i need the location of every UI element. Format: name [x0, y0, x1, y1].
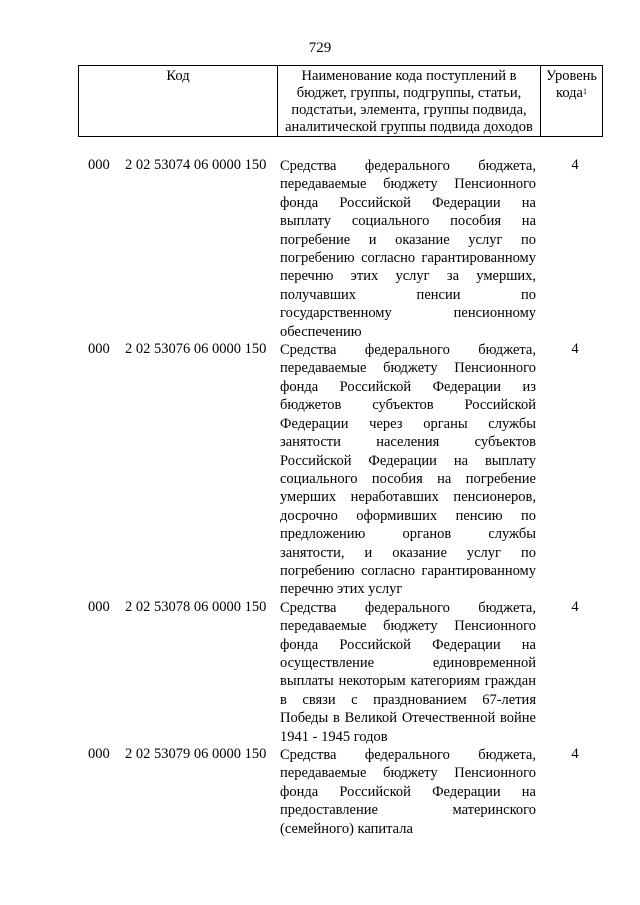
admin-code: 000 [88, 157, 110, 173]
revenue-name: Средства федерального бюджета, передаваемые бюджету Пенсионного фонда Российской Федерации на выплату социального пособия на погребение и оказание услуг по погребению согласно гарантированному перечню этих услуг за умерших, получавших пенсии по государственному пенсионному обеспечению [280, 158, 536, 340]
revenue-code: 2 02 53076 06 0000 150 [125, 341, 267, 358]
table-header [78, 65, 603, 137]
admin-code: 000 [88, 598, 110, 615]
header-level [541, 66, 602, 136]
table-row [0, 341, 640, 599]
code-level: 4 [571, 598, 579, 615]
table-row [0, 746, 640, 838]
header-name: Наименование кода поступлений в бюджет, группы, подгруппы, статьи, подстатьи, элемента, группы подвида, аналитической группы подвида доходов [278, 66, 541, 136]
page-number: 729 [308, 40, 332, 56]
table-body [0, 157, 640, 838]
code-level: 4 [571, 746, 579, 762]
header-code: Код [79, 66, 278, 136]
header-level-footnote: 1 [582, 87, 587, 96]
admin-code: 000 [88, 341, 110, 358]
revenue-name: Средства федерального бюджета, передаваемые бюджету Пенсионного фонда Российской Федерации на осуществление единовременной выплаты некоторым категориям граждан в связи с празднованием 67-летия Победы в Великой Отечественной войне 1941 - 1945 годов [280, 599, 536, 745]
code-level: 4 [571, 341, 579, 358]
revenue-code: 2 02 53074 06 0000 150 [125, 157, 267, 173]
table-row [0, 157, 640, 341]
header-level-label: Уровень кода [545, 68, 598, 101]
revenue-name: Средства федерального бюджета, передаваемые бюджету Пенсионного фонда Российской Федерации на предоставление материнского (семейного) капитала [280, 747, 536, 837]
admin-code: 000 [88, 746, 110, 762]
revenue-code: 2 02 53079 06 0000 150 [125, 746, 267, 762]
revenue-code: 2 02 53078 06 0000 150 [125, 598, 267, 615]
revenue-name: Средства федерального бюджета, передаваемые бюджету Пенсионного фонда Российской Федерации из бюджетов субъектов Российской Федерации через органы службы занятости населения субъектов Российской Федерации на выплату социального пособия на погребение умерших неработавших пенсионеров, досрочно оформивших пенсию по предложению органов службы занятости, и оказание услуг по погребению согласно гарантированному перечню этих услуг [280, 342, 536, 598]
table-row [0, 599, 640, 746]
code-level: 4 [571, 157, 579, 173]
